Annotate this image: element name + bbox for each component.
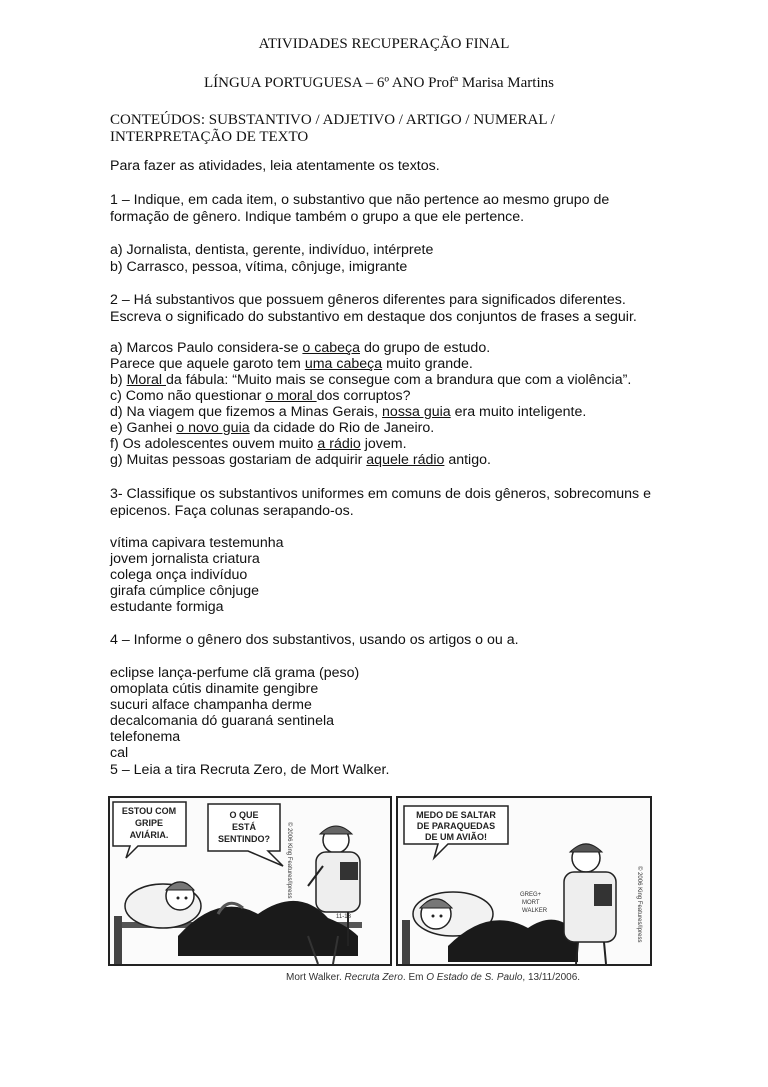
- balloon-3-text: MEDO DE SALTAR: [416, 810, 496, 820]
- balloon-2-text: SENTINDO?: [217, 834, 271, 844]
- q2-item: [110, 356, 473, 373]
- q1-item-a: a) Jornalista, dentista, gerente, indivíduo, intérprete: [110, 242, 434, 258]
- q2-item-text: c) Como não questionar: [110, 388, 266, 404]
- q2-highlight: Moral: [126, 372, 166, 388]
- q3-word-row: colega onça indivíduo: [110, 567, 248, 583]
- intro-text: Para fazer as atividades, leia atentamente os textos.: [110, 158, 440, 174]
- q2-item-text: b): [110, 372, 127, 388]
- q2-item-text: era muito inteligente.: [450, 404, 587, 420]
- balloon-1-text: ESTOU COM: [121, 806, 177, 816]
- q3-word-row: girafa cúmplice cônjuge: [110, 583, 260, 599]
- q2-item-text: antigo.: [444, 452, 491, 468]
- credit-title: Recruta Zero: [344, 972, 403, 983]
- q2-item-text: da fábula: “Muito mais se consegue com a brandura que com a violência”.: [165, 372, 632, 388]
- q3-word-row: estudante formiga: [110, 599, 224, 615]
- document-title: ATIVIDADES RECUPERAÇÃO FINAL: [258, 36, 510, 52]
- q2-item-text: dos corruptos?: [316, 388, 411, 404]
- balloon-2-text: ESTÁ: [231, 822, 257, 832]
- comic-date-mark: 11-13: [336, 914, 351, 920]
- q2-highlight: nossa guia: [382, 404, 451, 420]
- balloon-2-text: O QUE: [229, 810, 259, 820]
- balloon-1-text: AVIÁRIA.: [129, 830, 169, 840]
- q2-highlight: aquele rádio: [366, 452, 445, 468]
- q2-item-text: f) Os adolescentes ouvem muito: [110, 436, 318, 452]
- q1-item-b: b) Carrasco, pessoa, vítima, cônjuge, imigrante: [110, 259, 408, 275]
- q2-item: [110, 436, 407, 453]
- q2-item-text: e) Ganhei: [110, 420, 177, 436]
- q2-item-text: g) Muitas pessoas gostariam de adquirir: [110, 452, 367, 468]
- q3-line-2: epicenos. Faça colunas serapando-os.: [110, 503, 354, 519]
- balloon-1-text: GRIPE: [134, 818, 164, 828]
- contents-line-1: CONTEÚDOS: SUBSTANTIVO / ADJETIVO / ARTIGO / NUMERAL /: [110, 112, 555, 128]
- q4-line-1: 4 – Informe o gênero dos substantivos, usando os artigos o ou a.: [110, 632, 519, 648]
- q1-line-2: formação de gênero. Indique também o grupo a que ele pertence.: [110, 209, 525, 225]
- credit-date: , 13/11/2006.: [522, 972, 581, 983]
- q2-line-2: Escreva o significado do substantivo em destaque dos conjuntos de frases a seguir.: [110, 309, 637, 325]
- balloon-3-text: DE UM AVIÃO!: [425, 832, 487, 842]
- q2-item: [110, 452, 491, 469]
- q2-item-text: a) Marcos Paulo considera-se: [110, 340, 303, 356]
- q2-item: [110, 388, 410, 405]
- comic-signature: GREG+: [520, 892, 542, 898]
- q3-word-row: vítima capivara testemunha: [110, 535, 284, 551]
- q3-word-row: jovem jornalista criatura: [110, 551, 260, 567]
- comic-signature: MORT: [522, 900, 540, 906]
- q3-line-1: 3- Classifique os substantivos uniformes em comuns de dois gêneros, sobrecomuns e: [110, 486, 651, 502]
- comic-strip: [108, 796, 653, 988]
- credit-mid: . Em: [402, 972, 427, 983]
- q2-item-text: do grupo de estudo.: [360, 340, 491, 356]
- comic-signature: WALKER: [522, 908, 548, 914]
- q2-highlight: a rádio: [317, 436, 361, 452]
- document-subtitle: LÍNGUA PORTUGUESA – 6º ANO Profª Marisa Martins: [204, 75, 554, 91]
- q2-item: [110, 420, 434, 437]
- comic-copyright-2: © 2006 King Features/Ipress: [636, 866, 642, 943]
- q2-highlight: o moral: [265, 388, 317, 404]
- q4-word-row: cal: [110, 745, 129, 761]
- q5-line-1: 5 – Leia a tira Recruta Zero, de Mort Walker.: [110, 762, 390, 778]
- contents-line-2: INTERPRETAÇÃO DE TEXTO: [110, 129, 309, 145]
- credit-paper: O Estado de S. Paulo: [426, 972, 523, 983]
- q4-word-row: omoplata cútis dinamite gengibre: [110, 681, 319, 697]
- q2-line-1: 2 – Há substantivos que possuem gêneros diferentes para significados diferentes.: [110, 292, 626, 308]
- q2-item-text: jovem.: [360, 436, 407, 452]
- comic-copyright-1: © 2006 King Features/Ipress: [286, 822, 292, 899]
- q2-highlight: o novo guia: [176, 420, 250, 436]
- q2-item-text: d) Na viagem que fizemos a Minas Gerais,: [110, 404, 383, 420]
- balloon-3-text: DE PARAQUEDAS: [416, 821, 496, 831]
- q2-item-text: muito grande.: [382, 356, 473, 372]
- q4-word-row: decalcomania dó guaraná sentinela: [110, 713, 335, 729]
- credit-author: Mort Walker.: [286, 972, 345, 983]
- q2-highlight: o cabeça: [302, 340, 360, 356]
- q1-line-1: 1 – Indique, em cada item, o substantivo que não pertence ao mesmo grupo de: [110, 192, 610, 208]
- q4-word-row: telefonema: [110, 729, 181, 745]
- q2-item: [110, 372, 631, 389]
- q2-item: [110, 404, 586, 421]
- comic-credit: [286, 972, 580, 983]
- q4-word-row: sucuri alface champanha derme: [110, 697, 312, 713]
- q2-item-text: da cidade do Rio de Janeiro.: [249, 420, 435, 436]
- comic-strip-drawing: [108, 796, 653, 988]
- q2-item-text: Parece que aquele garoto tem: [110, 356, 305, 372]
- q2-item: [110, 340, 490, 357]
- q2-highlight: uma cabeça: [304, 356, 383, 372]
- q4-word-row: eclipse lança-perfume clã grama (peso): [110, 665, 360, 681]
